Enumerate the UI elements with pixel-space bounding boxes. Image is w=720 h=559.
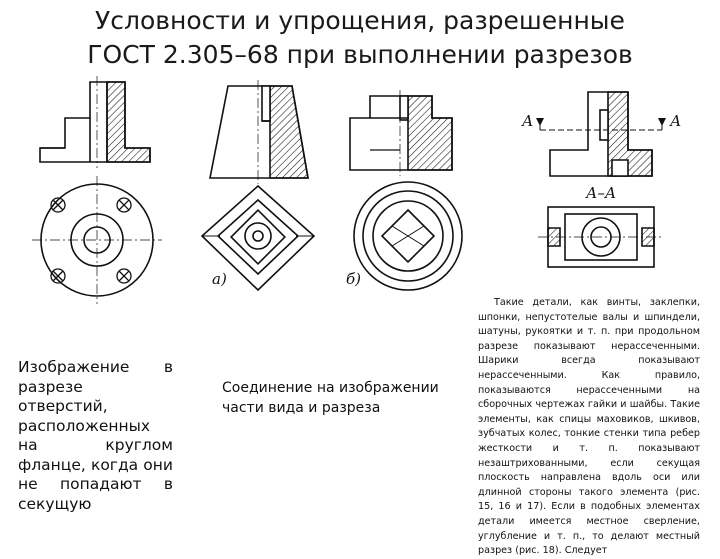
middle-caption: Соединение на изображении части вида и разреза (222, 380, 439, 416)
section-name-label: А–А (586, 184, 617, 202)
right-paragraph: Такие детали, как винты, заклепки, шпонки, непустотелые валы и шпиндели, шатуны, рукоятки и т. п. при продольном разрезе показывают нерассеченными. Шарики всегда показывают нерассеченными. Как правило, показываются нерассеченными на сборочных чертежах гайки и шайбы. Такие элементы, как спицы маховиков, шкивов, зубчатых колес, тонкие стенки типа ребер жесткости и т. п. показывают незаштрихованными, если секущая плоскость направлена вдоль оси или длинной стороны такого элемента (рис. 15, 16 и 17). Если в подобных элементах детали имеется местное сверление, углубление и т. п., то делают местный разрез (рис. 18). Следует (478, 297, 700, 557)
section-mark-left: А (522, 112, 534, 130)
section-mark-right: А (670, 112, 682, 130)
local-section-drawing (536, 92, 666, 176)
left-caption: Изображение в разрезе отверстий, расположенных на круглом фланце, когда они не попадают в секущую (18, 358, 173, 513)
section-a-a-view-drawing (538, 207, 664, 267)
title-line-2: ГОСТ 2.305–68 при выполнении разрезов (87, 40, 633, 69)
cylinder-top-view-drawing (354, 182, 462, 290)
figure-label-a: а) (212, 270, 227, 288)
cylinder-section-drawing (350, 90, 452, 176)
pyramid-section-drawing (210, 80, 308, 184)
figure-label-b: б) (346, 270, 362, 288)
flange-top-view-drawing (32, 176, 162, 304)
flange-section-drawing (40, 76, 150, 168)
title-line-1: Условности и упрощения, разрешенные (95, 6, 625, 35)
